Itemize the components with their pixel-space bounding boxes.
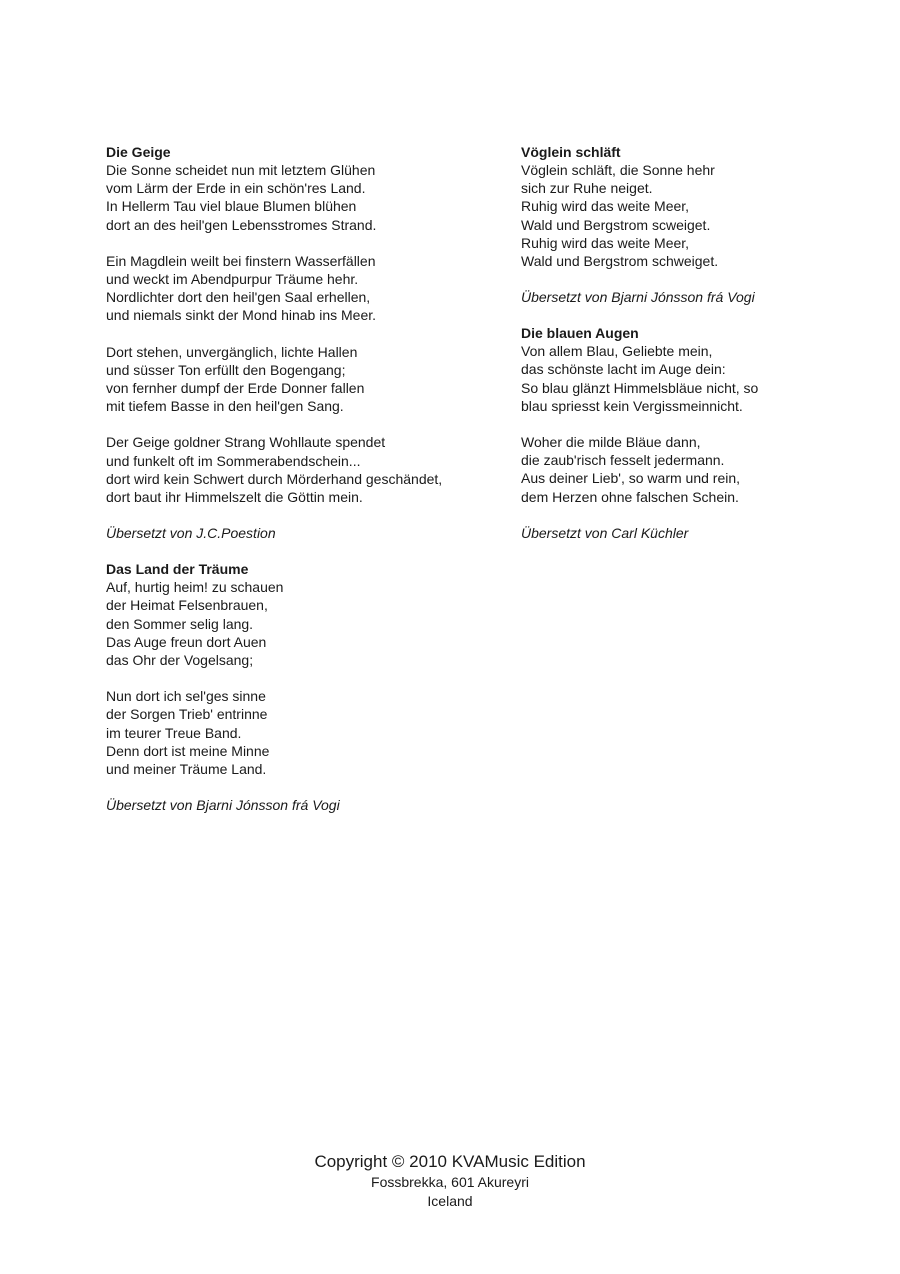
poem-title: Das Land der Träume (106, 561, 249, 578)
verse-line: Die Sonne scheidet nun mit letztem Glühen (106, 162, 376, 178)
verse-line: Wald und Bergstrom scweiget. (521, 216, 711, 233)
poem-title: Die blauen Augen (521, 325, 639, 342)
poem-die-geige (106, 143, 506, 542)
verse-line: Das Auge freun dort Auen (106, 633, 267, 650)
translator-credit: Übersetzt von Bjarni Jónsson frá Vogi (521, 289, 755, 306)
verse-line: Dort stehen, unvergänglich, lichte Hallen (106, 343, 358, 360)
verse-line: Auf, hurtig heim! zu schauen (106, 579, 284, 596)
stanza (106, 433, 506, 506)
verse-line: Denn dort ist meine Minne (106, 742, 270, 759)
right-column (521, 143, 821, 560)
stanza (521, 433, 821, 506)
stanza (106, 161, 506, 234)
verse-line: dort baut ihr Himmelszelt die Göttin mein. (106, 489, 363, 506)
verse-line: der Heimat Felsenbrauen, (106, 597, 268, 614)
stanza (521, 161, 821, 270)
translator-credit: Übersetzt von J.C.Poestion (106, 525, 276, 542)
verse-line: dort wird kein Schwert durch Mörderhand geschändet, (106, 470, 443, 487)
verse-line: das schönste lacht im Auge dein: (521, 361, 726, 378)
stanza (106, 687, 506, 778)
copyright-notice: Copyright © 2010 KVAMusic Edition (314, 1152, 586, 1171)
verse-line: und weckt im Abendpurpur Träume hehr. (106, 271, 359, 288)
poem-voeglein-schlaeft (521, 143, 821, 306)
verse-line: das Ohr der Vogelsang; (106, 652, 254, 669)
verse-line: den Sommer selig lang. (106, 615, 254, 632)
verse-line: und niemals sinkt der Mond hinab ins Meer. (106, 307, 377, 324)
verse-line: Ruhig wird das weite Meer, (521, 198, 690, 215)
translator-credit: Übersetzt von Bjarni Jónsson frá Vogi (106, 797, 340, 814)
stanza (106, 343, 506, 416)
verse-line: Von allem Blau, Geliebte mein, (521, 343, 713, 360)
verse-line: Nordlichter dort den heil'gen Saal erhellen, (106, 289, 371, 306)
verse-line: So blau glänzt Himmelsbläue nicht, so (521, 379, 759, 396)
publisher-address: Fossbrekka, 601 Akureyri (371, 1174, 529, 1190)
verse-line: Vöglein schläft, die Sonne hehr (521, 162, 715, 178)
verse-line: Wald und Bergstrom schweiget. (521, 253, 719, 270)
verse-line: von fernher dumpf der Erde Donner fallen (106, 380, 365, 397)
verse-line: Ein Magdlein weilt bei finstern Wasserfällen (106, 252, 376, 269)
verse-line: Der Geige goldner Strang Wohllaute spendet (106, 434, 386, 451)
verse-line: im teurer Treue Band. (106, 724, 242, 741)
verse-line: Woher die milde Bläue dann, (521, 434, 701, 451)
verse-line: Ruhig wird das weite Meer, (521, 234, 690, 251)
stanza (521, 342, 821, 415)
stanza (106, 578, 506, 669)
verse-line: dem Herzen ohne falschen Schein. (521, 488, 739, 505)
verse-line: blau spriesst kein Vergissmeinnicht. (521, 397, 743, 414)
verse-line: vom Lärm der Erde in ein schön'res Land. (106, 180, 366, 197)
verse-line: und funkelt oft im Sommerabendschein... (106, 452, 361, 469)
left-column (106, 143, 506, 832)
verse-line: der Sorgen Trieb' entrinne (106, 706, 268, 723)
verse-line: Nun dort ich sel'ges sinne (106, 688, 266, 705)
poem-title: Vöglein schläft (521, 144, 621, 160)
verse-line: die zaub'risch fesselt jedermann. (521, 452, 725, 469)
verse-line: und süsser Ton erfüllt den Bogengang; (106, 361, 346, 378)
verse-line: und meiner Träume Land. (106, 761, 267, 778)
translator-credit: Übersetzt von Carl Küchler (521, 524, 689, 541)
page-footer (0, 1151, 900, 1211)
verse-line: Aus deiner Lieb', so warm und rein, (521, 470, 741, 487)
verse-line: sich zur Ruhe neiget. (521, 180, 653, 197)
verse-line: In Hellerm Tau viel blaue Blumen blühen (106, 198, 357, 215)
poem-title: Die Geige (106, 144, 171, 160)
stanza (106, 252, 506, 325)
verse-line: mit tiefem Basse in den heil'gen Sang. (106, 398, 344, 415)
verse-line: dort an des heil'gen Lebensstromes Strand. (106, 216, 377, 233)
publisher-country: Iceland (427, 1193, 473, 1209)
poem-die-blauen-augen (521, 324, 821, 542)
poem-das-land-der-traeume (106, 560, 506, 814)
